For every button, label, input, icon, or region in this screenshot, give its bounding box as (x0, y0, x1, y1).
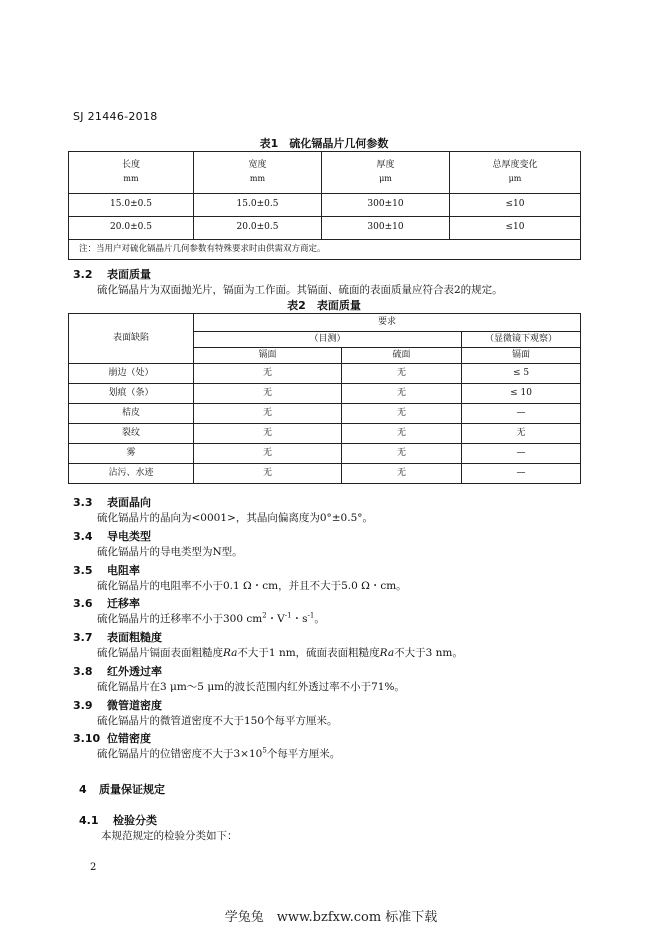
table1-header-cell: 总厚度变化 μm (450, 152, 581, 194)
table-cell: ≤10 (450, 194, 581, 217)
table1-header-cell: 厚度 μm (322, 152, 450, 194)
table2-header-defect: 表面缺陷 (69, 314, 194, 364)
section-3-6-heading: 3.6 迁移率 (73, 597, 140, 610)
table-cell: — (462, 444, 581, 464)
section-3-4-text: 硫化镉晶片的导电类型为N型。 (97, 546, 243, 558)
table-row (69, 444, 581, 464)
section-3-7-text: 硫化镉晶片镉面表面粗糙度Ra不大于1 nm，硫面表面粗糙度Ra不大于3 nm。 (97, 647, 463, 659)
table-cell: 无 (194, 444, 342, 464)
doc-header: SJ 21446-2018 (73, 110, 158, 123)
table-cell: 雾 (69, 444, 194, 464)
table-cell: 15.0±0.5 (69, 194, 194, 217)
table1-header-cell: 宽度 mm (194, 152, 322, 194)
section-3-6-text: 硫化镉晶片的迁移率不小于300 $cm^2$・$V^{-1}$・$s^{-1}$。 (97, 611, 325, 625)
section-4-heading: 4 质量保证规定 (79, 783, 165, 796)
table-cell: 裂纹 (69, 424, 194, 444)
section-3-8-text: 硫化镉晶片在3 μm～5 μm的波长范围内红外透过率不小于71%。 (97, 681, 405, 693)
section-3-10-heading: 3.10 位错密度 (73, 732, 151, 745)
section-3-3-text: 硫化镉晶片的晶向为<0001>，其晶向偏离度为0°±0.5°。 (97, 512, 373, 524)
table-cell: 无 (194, 384, 342, 404)
table1-note-row (69, 240, 581, 260)
table1-caption: 表1 硫化镉晶片几何参数 (259, 137, 389, 150)
footer-watermark: 学兔兔 www.bzfxw.com 标准下载 (224, 910, 438, 925)
section-4-1-text: 本规范规定的检验分类如下： (101, 830, 238, 842)
table-cell: 无 (342, 384, 462, 404)
table-row (69, 424, 581, 444)
page-number: 2 (90, 862, 97, 873)
table2-header-cd-face-micro: 镉面 (462, 348, 581, 364)
table-row (69, 217, 581, 240)
table2-header-require: 要求 (194, 314, 581, 332)
section-3-3-heading: 3.3 表面晶向 (73, 496, 151, 509)
section-3-7-heading: 3.7 表面粗糙度 (73, 631, 162, 644)
table-cell: ≤10 (450, 217, 581, 240)
table-cell: — (462, 464, 581, 484)
table-cell: 无 (194, 424, 342, 444)
table-row (69, 194, 581, 217)
section-3-4-heading: 3.4 导电类型 (73, 530, 151, 543)
table-cell: 无 (342, 364, 462, 384)
table-cell: 沾污、水迹 (69, 464, 194, 484)
table-cell: 300±10 (322, 217, 450, 240)
section-3-2-heading: 3.2 表面质量 (73, 268, 151, 281)
section-3-2-text: 硫化镉晶片为双面抛光片，镉面为工作面。其镉面、硫面的表面质量应符合表2的规定。 (97, 284, 503, 296)
table1-header-cell: 长度 mm (69, 152, 194, 194)
table-cell: 无 (194, 364, 342, 384)
table-cell: 无 (194, 404, 342, 424)
table2-header-micro: （显微镜下观察） (462, 332, 581, 348)
table-row (69, 384, 581, 404)
table2-caption: 表2 表面质量 (287, 299, 361, 312)
table1 (68, 151, 581, 260)
table-cell: 划痕（条） (69, 384, 194, 404)
table2-header-cd-face: 镉面 (194, 348, 342, 364)
section-3-5-heading: 3.5 电阻率 (73, 564, 140, 577)
table-cell: 桔皮 (69, 404, 194, 424)
table-cell: 无 (342, 444, 462, 464)
section-3-9-heading: 3.9 微管道密度 (73, 699, 162, 712)
table2-header-visual: （目测） (194, 332, 462, 348)
table-cell: 无 (194, 464, 342, 484)
table-row (69, 404, 581, 424)
table-cell: 无 (342, 464, 462, 484)
table-cell: 无 (342, 424, 462, 444)
table-cell: 崩边（处） (69, 364, 194, 384)
section-3-8-heading: 3.8 红外透过率 (73, 665, 162, 678)
section-3-5-text: 硫化镉晶片的电阻率不小于0.1 Ω・cm，并且不大于5.0 Ω・cm。 (97, 580, 407, 592)
table-cell: 无 (342, 404, 462, 424)
table2-header-row (69, 314, 581, 332)
table-row (69, 464, 581, 484)
section-4-1-heading: 4.1 检验分类 (79, 814, 157, 827)
table-cell: 300±10 (322, 194, 450, 217)
section-3-10-text: 硫化镉晶片的位错密度不大于$3\times 10^5$个每平方厘米。 (97, 746, 341, 760)
table-cell: ≤ 10 (462, 384, 581, 404)
table-cell: 15.0±0.5 (194, 194, 322, 217)
section-3-9-text: 硫化镉晶片的微管道密度不大于150个每平方厘米。 (97, 715, 338, 727)
table-cell: 20.0±0.5 (69, 217, 194, 240)
table1-header-row (69, 152, 581, 194)
table-cell: 20.0±0.5 (194, 217, 322, 240)
table-cell: 无 (462, 424, 581, 444)
table2-header-s-face: 硫面 (342, 348, 462, 364)
table-cell: ≤ 5 (462, 364, 581, 384)
table-row (69, 364, 581, 384)
table2 (68, 313, 581, 484)
table1-note: 注：当用户对硫化镉晶片几何参数有特殊要求时由供需双方商定。 (69, 240, 581, 260)
table-cell: — (462, 404, 581, 424)
